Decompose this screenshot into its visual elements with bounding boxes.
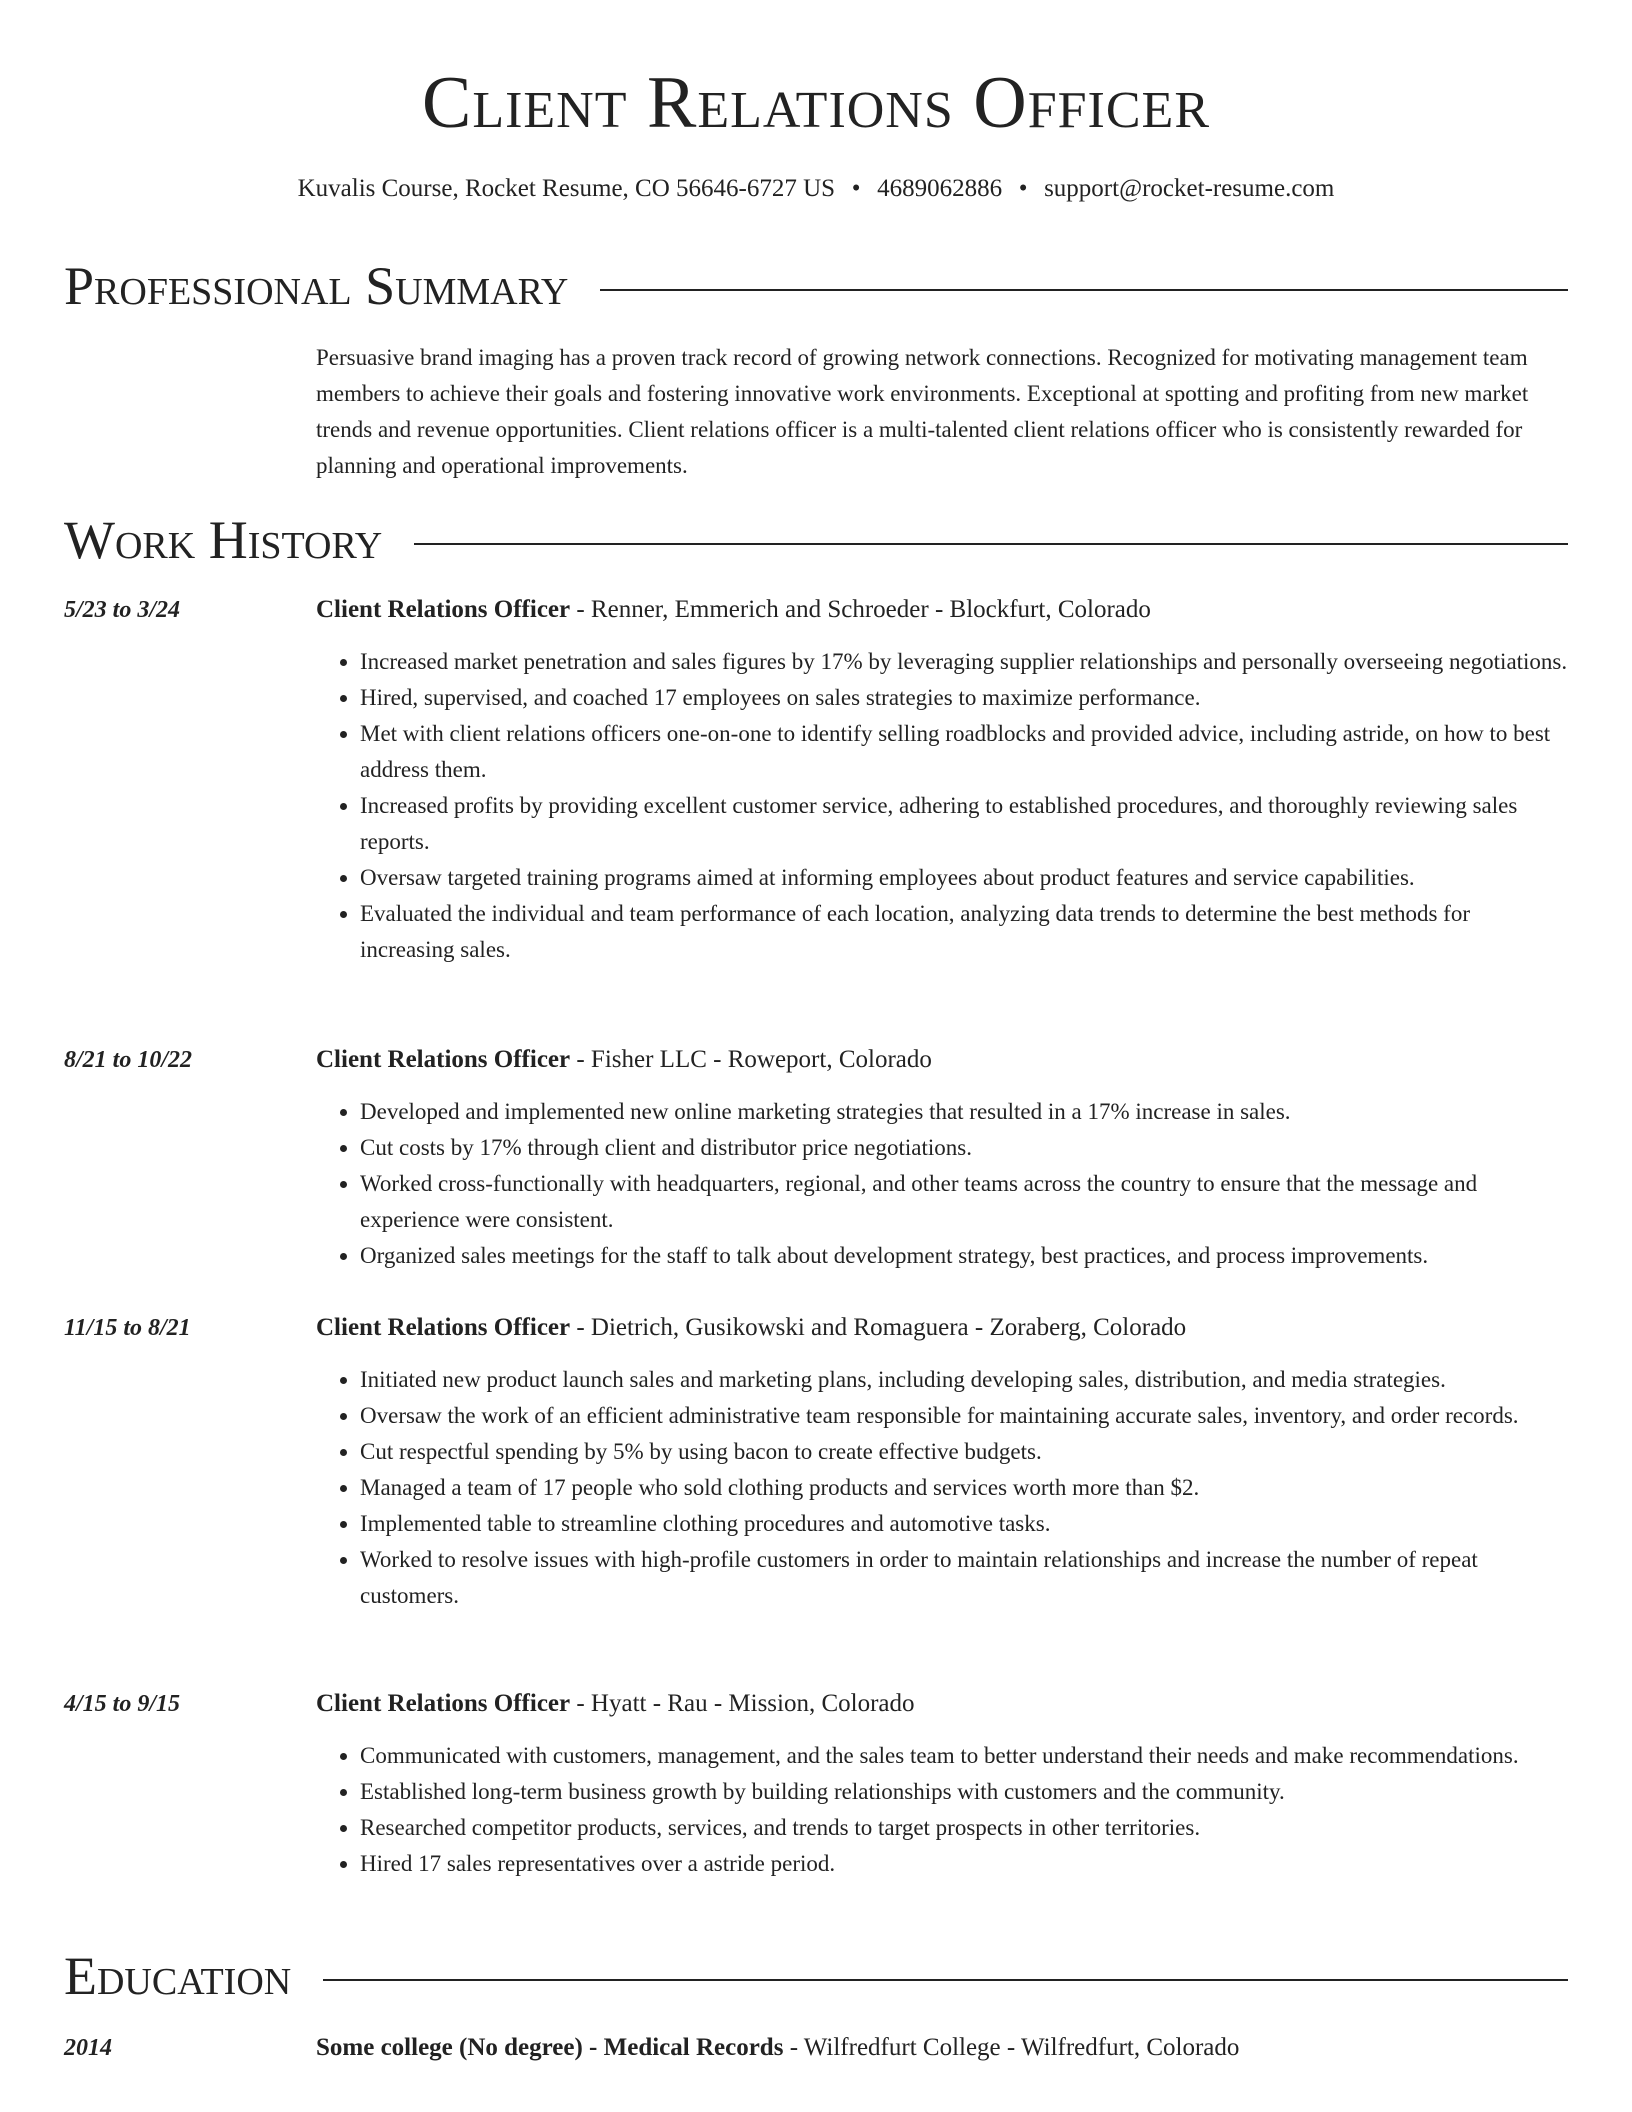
job-date: 5/23 to 3/24 [64, 597, 181, 623]
job-bullet: • Established long-term business growth by building relationships with customers and the community. [360, 1774, 1568, 1810]
job-bullets [316, 1094, 1568, 1274]
contact-line [0, 174, 1632, 204]
job-heading [316, 1310, 1186, 1346]
section-header-education [64, 1944, 1568, 2008]
job-employer-location: - Hyatt - Rau - Mission, Colorado [570, 1690, 915, 1717]
job-bullet: • Managed a team of 17 people who sold clothing products and services worth more than $2. [360, 1470, 1568, 1506]
job-bullet: • Oversaw the work of an efficient administrative team responsible for maintaining accurate sales, inventory, and order records. [360, 1398, 1568, 1434]
resume-name-title: Client Relations Officer [421, 62, 1211, 144]
job-employer-location: - Renner, Emmerich and Schroeder - Blockfurt, Colorado [570, 596, 1151, 623]
education-degree: Some college (No degree) - Medical Records [316, 2034, 784, 2061]
job-bullet: • Worked to resolve issues with high-profile customers in order to maintain relationships and increase the number of repeat customers. [360, 1542, 1568, 1614]
job-date: 11/15 to 8/21 [64, 1315, 191, 1341]
job-bullet: • Hired, supervised, and coached 17 employees on sales strategies to maximize performance. [360, 680, 1568, 716]
job-bullet: • Researched competitor products, services, and trends to target prospects in other territories. [360, 1810, 1568, 1846]
job-bullet: • Cut respectful spending by 5% by using bacon to create effective budgets. [360, 1434, 1568, 1470]
job-bullet: • Worked cross-functionally with headquarters, regional, and other teams across the country to ensure that the message and experience were consistent. [360, 1166, 1568, 1238]
job-bullets [316, 644, 1568, 968]
contact-email: support@rocket-resume.com [1044, 175, 1335, 202]
education-date: 2014 [64, 2035, 112, 2061]
job-title: Client Relations Officer [316, 1314, 571, 1341]
job-title: Client Relations Officer [316, 1690, 571, 1717]
job-date: 4/15 to 9/15 [64, 1691, 181, 1717]
summary-text: Persuasive brand imaging has a proven track record of growing network connections. Recognized for motivating management team members to achieve their goals and fostering innovative work environments. Exceptional at spotting and profiting from new market trends and revenue opportunities. Client relations officer is a multi-talented client relations officer who is consistently rewarded for planning and operational improvements. [316, 345, 1529, 478]
job-bullet: • Initiated new product launch sales and marketing plans, including developing sales, distribution, and media strategies. [360, 1362, 1568, 1398]
job-heading [316, 1686, 915, 1722]
job-bullet: • Increased market penetration and sales figures by 17% by leveraging supplier relationships and personally overseeing negotiations. [360, 644, 1568, 680]
section-title-education: Education [64, 1946, 292, 2006]
job-title: Client Relations Officer [316, 1046, 571, 1073]
section-divider [414, 543, 1568, 545]
education-heading [316, 2030, 1239, 2066]
job-bullet: • Hired 17 sales representatives over a astride period. [360, 1846, 1568, 1882]
job-bullet: • Developed and implemented new online marketing strategies that resulted in a 17% increase in sales. [360, 1094, 1568, 1130]
job-bullet: • Implemented table to streamline clothing procedures and automotive tasks. [360, 1506, 1568, 1542]
job-bullet: • Oversaw targeted training programs aimed at informing employees about product features and service capabilities. [360, 860, 1568, 896]
section-title-summary: Professional Summary [64, 256, 569, 316]
job-date: 8/21 to 10/22 [64, 1047, 193, 1073]
job-bullet: • Evaluated the individual and team performance of each location, analyzing data trends to determine the best methods for increasing sales. [360, 896, 1568, 968]
job-title: Client Relations Officer [316, 596, 571, 623]
section-divider [323, 1979, 1568, 1981]
job-bullet: • Increased profits by providing excellent customer service, adhering to established procedures, and thoroughly reviewing sales reports. [360, 788, 1568, 860]
contact-address: Kuvalis Course, Rocket Resume, CO 56646-6727 US [297, 175, 836, 202]
job-bullet: • Cut costs by 17% through client and distributor price negotiations. [360, 1130, 1568, 1166]
section-header-summary [64, 254, 1568, 318]
contact-separator: • [1018, 175, 1028, 202]
job-bullet: • Met with client relations officers one-on-one to identify selling roadblocks and provided advice, including astride, on how to best address them. [360, 716, 1568, 788]
section-title-work-history: Work History [64, 510, 383, 570]
section-divider [600, 289, 1568, 291]
contact-separator: • [851, 175, 861, 202]
job-bullets [316, 1738, 1568, 1882]
education-school-location: - Wilfredfurt College - Wilfredfurt, Colorado [783, 2034, 1240, 2061]
job-employer-location: - Dietrich, Gusikowski and Romaguera - Zoraberg, Colorado [570, 1314, 1187, 1341]
job-heading [316, 592, 1151, 628]
job-employer-location: - Fisher LLC - Roweport, Colorado [570, 1046, 932, 1073]
job-bullet: • Organized sales meetings for the staff to talk about development strategy, best practices, and process improvements. [360, 1238, 1568, 1274]
contact-phone: 4689062886 [877, 175, 1003, 202]
job-bullets [316, 1362, 1568, 1614]
section-header-work-history [64, 508, 1568, 572]
job-heading [316, 1042, 932, 1078]
job-bullet: • Communicated with customers, management, and the sales team to better understand their needs and make recommendations. [360, 1738, 1568, 1774]
